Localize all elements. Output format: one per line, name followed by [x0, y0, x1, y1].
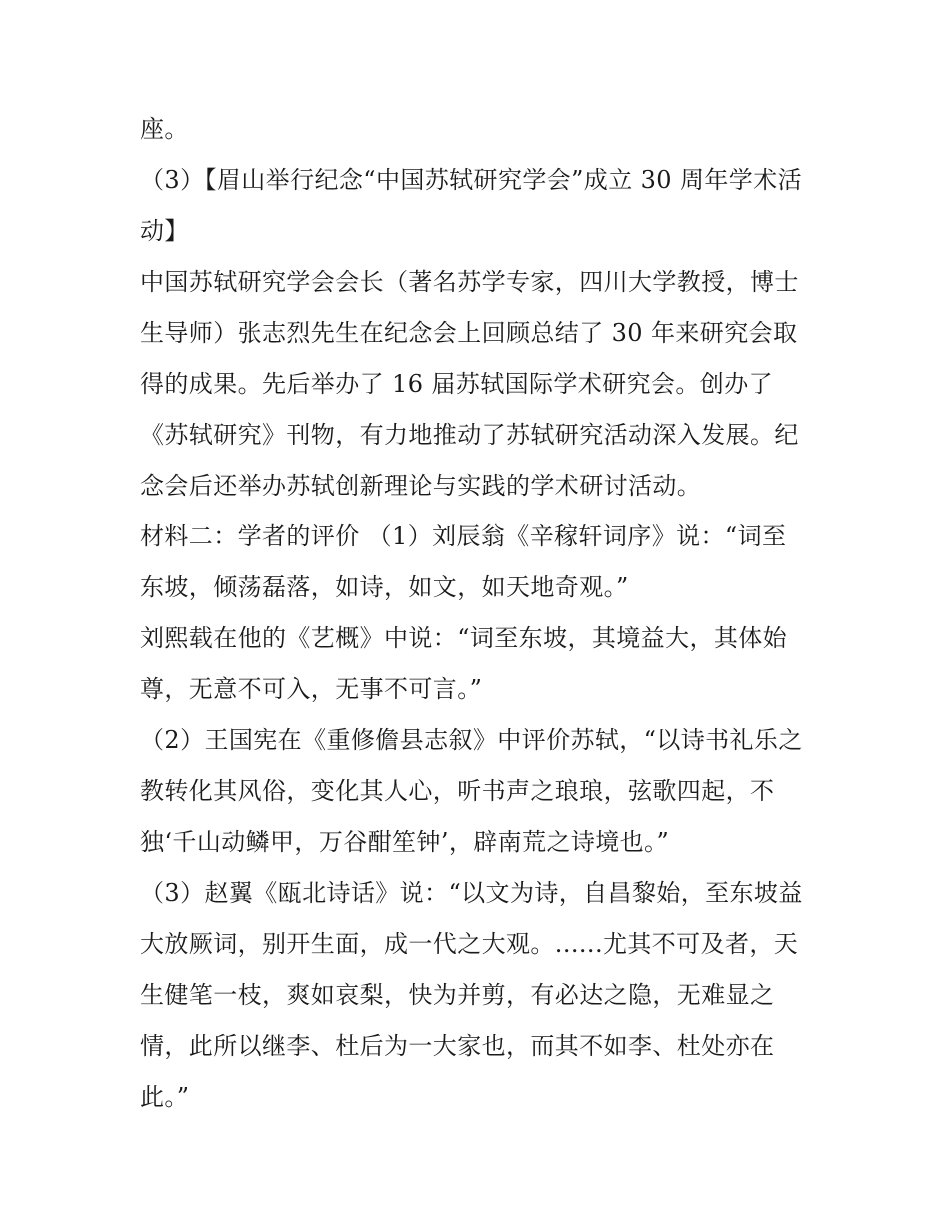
text-line: 生健笔一枝，爽如哀梨，快为并剪，有必达之隐，无难显之 [140, 981, 775, 1009]
text-line: 东坡，倾荡磊落，如诗，如文，如天地奇观。” [140, 573, 629, 601]
text-line: 生导师）张志烈先生在纪念会上回顾总结了 30 年来研究会取 [140, 319, 798, 347]
text-line: 动】 [140, 217, 189, 245]
text-line: （3）赵翼《瓯北诗话》说：“以文为诗，自昌黎始，至东坡益 [140, 879, 803, 907]
text-line: 刘熙载在他的《艺概》中说：“词至东坡，其境益大，其体始 [140, 624, 788, 652]
text-line: 材料二：学者的评价 （1）刘辰翁《辛稼轩词序》说：“词至 [140, 522, 787, 550]
text-line: 中国苏轼研究学会会长（著名苏学专家，四川大学教授，博士 [140, 268, 799, 296]
text-line: 念会后还举办苏轼创新理论与实践的学术研讨活动。 [140, 472, 702, 500]
text-line: 大放厥词，别开生面，成一代之大观。......尤其不可及者，天 [140, 930, 799, 958]
text-line: 尊，无意不可入，无事不可言。” [140, 675, 483, 703]
text-line: 独‘千山动鳞甲，万谷酣笙钟’，辟南荒之诗境也。” [140, 828, 670, 856]
text-line: 此。” [140, 1083, 190, 1111]
text-line: 得的成果。先后举办了 16 届苏轼国际学术研究会。创办了 [140, 370, 773, 398]
text-line: （3）【眉山举行纪念“中国苏轼研究学会”成立 30 周年学术活 [140, 166, 803, 194]
text-line: 情，此所以继李、杜后为一大家也，而其不如李、杜处亦在 [140, 1032, 775, 1060]
text-line: 座。 [140, 115, 189, 143]
text-line: 教转化其风俗，变化其人心，听书声之琅琅，弦歌四起，不 [140, 777, 775, 805]
text-line: 《苏轼研究》刊物，有力地推动了苏轼研究活动深入发展。纪 [140, 421, 799, 449]
text-line: （2）王国宪在《重修儋县志叙》中评价苏轼，“以诗书礼乐之 [140, 726, 803, 754]
